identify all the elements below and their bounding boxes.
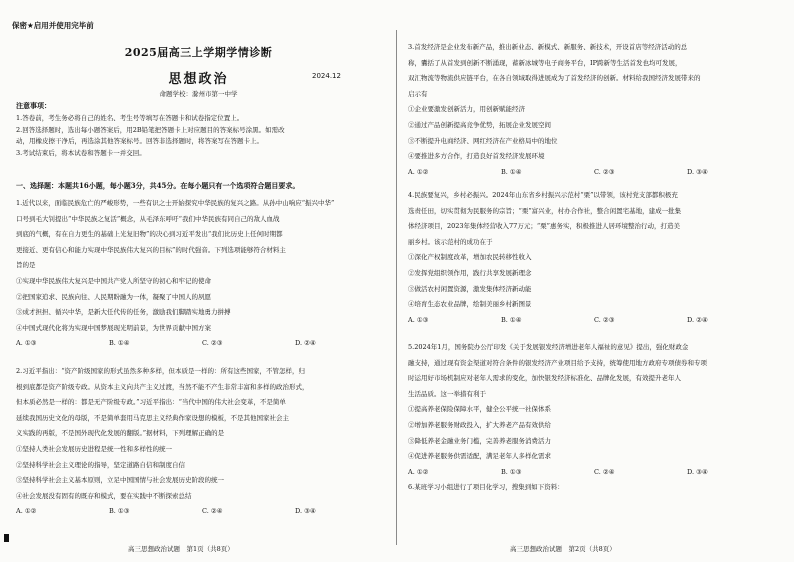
notice-line: 2.回答选择题时，选出每小题答案后，用2B铅笔把答题卡上对应题目的答案标号涂黑。如需改: [16, 125, 285, 134]
question-stem-line: 到底的气概，有在自力更生的基础上光复旧物”的决心到习近平发出“我们比历史上任何时期都: [16, 230, 283, 239]
option-d: D. ③④: [295, 507, 316, 516]
option-b: B. ①④: [501, 167, 522, 176]
statement-item: ③不断提升电商经济、网红经济在产业格局中的地位: [408, 136, 558, 145]
notice-line: 动，用橡皮擦干净后，再选涂其他答案标号。回答非选择题时，将答案写在答题卡上。: [16, 137, 263, 146]
notice-line: 3.考试结束后，将本试卷和答题卡一并交回。: [16, 148, 146, 157]
statement-item: ②把国家追求、民族向往、人民期盼融为一体，凝聚了中国人的夙愿: [16, 292, 211, 301]
school-line: 命题学校：滁州市第一中学: [159, 90, 238, 98]
statement-item: ④要推进多方合作，打造良好首发经济发展环境: [408, 152, 545, 161]
question-stem-line: 更接近、更有信心和能力实现中华民族伟大复兴的目标”的时代强音。下列选项能够符合材料主: [16, 245, 286, 254]
option-a: A. ①②: [408, 167, 429, 176]
statement-item: ③成才担担、循兴中华，是新大任代传的任务，激励我们脚踏实地勇力拼搏: [16, 308, 231, 317]
notice-title: 注意事项：: [16, 101, 51, 110]
statement-item: ①实现中华民族伟大复兴是中国共产党人所坚守的初心和牢记的使命: [16, 276, 211, 285]
statement-item: ④中国式现代化将为实现中国梦展现光明前景，为世界贡献中国方案: [16, 323, 211, 332]
question-stem-line: 根到底都是资产阶级专政。从资本主义向共产主义过渡，当然不能不产生非常丰富和多样的政治形式，: [16, 382, 309, 391]
option-d: D. ②④: [295, 339, 316, 348]
statement-item: ②坚持科学社会主义理论的指导，坚定道路自信和制度自信: [16, 460, 185, 469]
option-c: C. ②④: [594, 467, 615, 476]
exam-title: 2025届高三上学期学情诊断: [124, 46, 273, 59]
question-stem-line: 但本质必然是一样的：都是无产阶级专政。”习近平指出：“当代中国的伟大社会变革，不是简单: [16, 398, 286, 407]
page-two: [397, 0, 794, 562]
statement-item: ④培育生态农业品牌，绘制美丽乡村新图景: [408, 300, 532, 309]
question-stem-line: 旨的是: [16, 261, 36, 270]
question-stem-line: 2.习近平指出：“资产阶级国家的形式虽然多种多样，但本质是一样的：所有这些国家，不管怎样，归: [16, 367, 306, 375]
statement-item: ③降低养老金融业务门槛，完善养老服务消费活力: [408, 436, 551, 445]
option-d: D. ③④: [687, 167, 708, 176]
notice-line: 1.答卷前，考生务必将自己的姓名、考生号等填写在答题卡和试卷指定位置上。: [16, 114, 244, 122]
question-stem-line: 时运用好市场机制应对老年人需求的变化，加快银发经济标准化、品牌化发展，有效提升老年人: [408, 374, 681, 383]
answer-options: [408, 313, 780, 328]
option-a: A. ①②: [16, 507, 37, 516]
option-b: B. ①③: [501, 467, 522, 476]
question-stem-line: 3.首发经济是企业发布新产品，推出新业态、新模式、新服务、新技术，开设首店等经济活动的总: [408, 43, 688, 51]
statement-item: ②增加养老服务财政投入，扩大养老产品有效供给: [408, 420, 551, 429]
question-stem-line: 义实践的再版，不是国外现代化发展的翻版。”据材料，下列理解正确的是: [16, 429, 225, 438]
statement-item: ③做活农村闲置资源，激发集体经济新动能: [408, 284, 532, 293]
question-stem-line: 延续我国历史文化的母版，不是简单套用马克思主义经典作家设想的模板，不是其他国家社会主: [16, 413, 289, 422]
confidential-notice: 保密★启用并使用完毕前: [12, 21, 94, 30]
question-stem-line: 口号到毛大钊提出“中华民族之复活”概念，从毛泽东呼吁“我们中华民族有同自己的敌人血战: [16, 214, 280, 223]
question-stem-line: 选责任田，切实贯彻为民服务的宗旨；“栗”富兴业，村办合作社，整合闲置宅基地，建成一批集: [408, 206, 682, 215]
question-stem-line: 丽乡村。该示范村的成功在于: [408, 237, 493, 246]
statement-item: ①企业要激发创新活力，用创新赋能经济: [408, 105, 525, 114]
statement-item: ④促进养老服务供需适配，满足老年人多样化需求: [408, 452, 551, 461]
question-stem-line: 5.2024年1月，国务院办公厅印发《关于发展银发经济增进老年人福祉的意见》提出，强化财政金: [408, 343, 689, 351]
option-a: A. ①②: [408, 467, 429, 476]
option-a: A. ①③: [16, 339, 37, 348]
statement-item: ①坚持人类社会发展历史进程是统一性和多样性的统一: [16, 444, 172, 453]
statement-item: ②通过产品创新提高竞争优势，拓展企业发展空间: [408, 120, 551, 129]
option-d: D. ②④: [687, 315, 708, 324]
subject-title: 思想政治: [168, 72, 229, 87]
exam-date: 2024.12: [312, 72, 341, 80]
answer-options: [408, 465, 780, 480]
option-b: B. ①④: [501, 315, 522, 324]
statement-item: ④社会发展没有固有的既存和模式，要在实践中不断探索总结: [16, 491, 192, 500]
question-2: [16, 364, 388, 519]
statement-item: ②发挥党组织领作用，践行共享发展新理念: [408, 268, 532, 277]
question-stem-line: 称，囊括了从首发到创新不断涌现，蓄新冰城等电子商务平台，IP跨新等生活首发也均可发展，: [408, 58, 682, 67]
option-c: C. ②③: [594, 315, 615, 324]
option-c: C. ②③: [202, 339, 223, 348]
option-b: B. ①④: [109, 339, 130, 348]
statement-item: ①提高养老保险保障水平，健全公平统一社保体系: [408, 405, 551, 414]
question-stem-line: 双汇物流等物流供应链平台，在各自领域取得进展成为了首发经济的创新。材料给我国经济发展带来的: [408, 74, 701, 83]
question-stem-line: 启示有: [408, 89, 428, 98]
answer-options: [16, 336, 388, 351]
option-d: D. ③④: [687, 467, 708, 476]
statement-item: ③坚持科学社会主义基本原则，立足中国国情与社会发展历史阶段的统一: [16, 476, 224, 485]
question-stem-line: 生活品质。这一举措有利于: [408, 389, 486, 398]
option-c: C. ②③: [594, 167, 615, 176]
option-c: C. ②④: [202, 507, 223, 516]
question-1: [16, 196, 388, 351]
question-stem-line: 融支持，通过现有资金渠道对符合条件的银发经济产业项目给予支持，统筹使用地方政府专项债券和专项: [408, 358, 707, 367]
page-footer-left: 高三思想政治试题 第1页（共8页）: [128, 545, 234, 553]
option-a: A. ①③: [408, 315, 429, 324]
option-b: B. ①③: [109, 507, 130, 516]
corner-mark: [4, 534, 9, 542]
page-footer-right: 高三思想政治试题 第2页（共8页）: [510, 545, 616, 553]
question-stem-line: 6.某班学习小组进行了项目化学习，搜集到如下资料：: [408, 482, 564, 491]
section-title: 一、选择题：本题共16小题，每小题3分，共45分。在每小题只有一个选项符合题目要求。: [16, 181, 300, 190]
question-stem-line: 1.近代以来，面临民族危亡的严峻形势，一些有识之士开始探究中华民族的复兴之路。从孙中山响应“振兴中华”: [16, 199, 335, 207]
notice-block: [16, 101, 386, 159]
answer-options: [408, 165, 780, 180]
question-3: [408, 40, 780, 180]
question-stem-line: 4.民族要复兴，乡村必振兴。2024年山东省乡村振兴示范村“栗”以带领，该村党支部都积极充: [408, 191, 678, 199]
question-5: [408, 340, 780, 495]
question-4: [408, 188, 780, 328]
statement-item: ①深化产权制度改革，增加农民转移性收入: [408, 253, 532, 262]
answer-options: [16, 504, 388, 519]
question-stem-line: 体经济项目，2023年集体经营收入77万元；“栗”惠务实，积极推进人居环境整治行动，打造美: [408, 222, 680, 231]
